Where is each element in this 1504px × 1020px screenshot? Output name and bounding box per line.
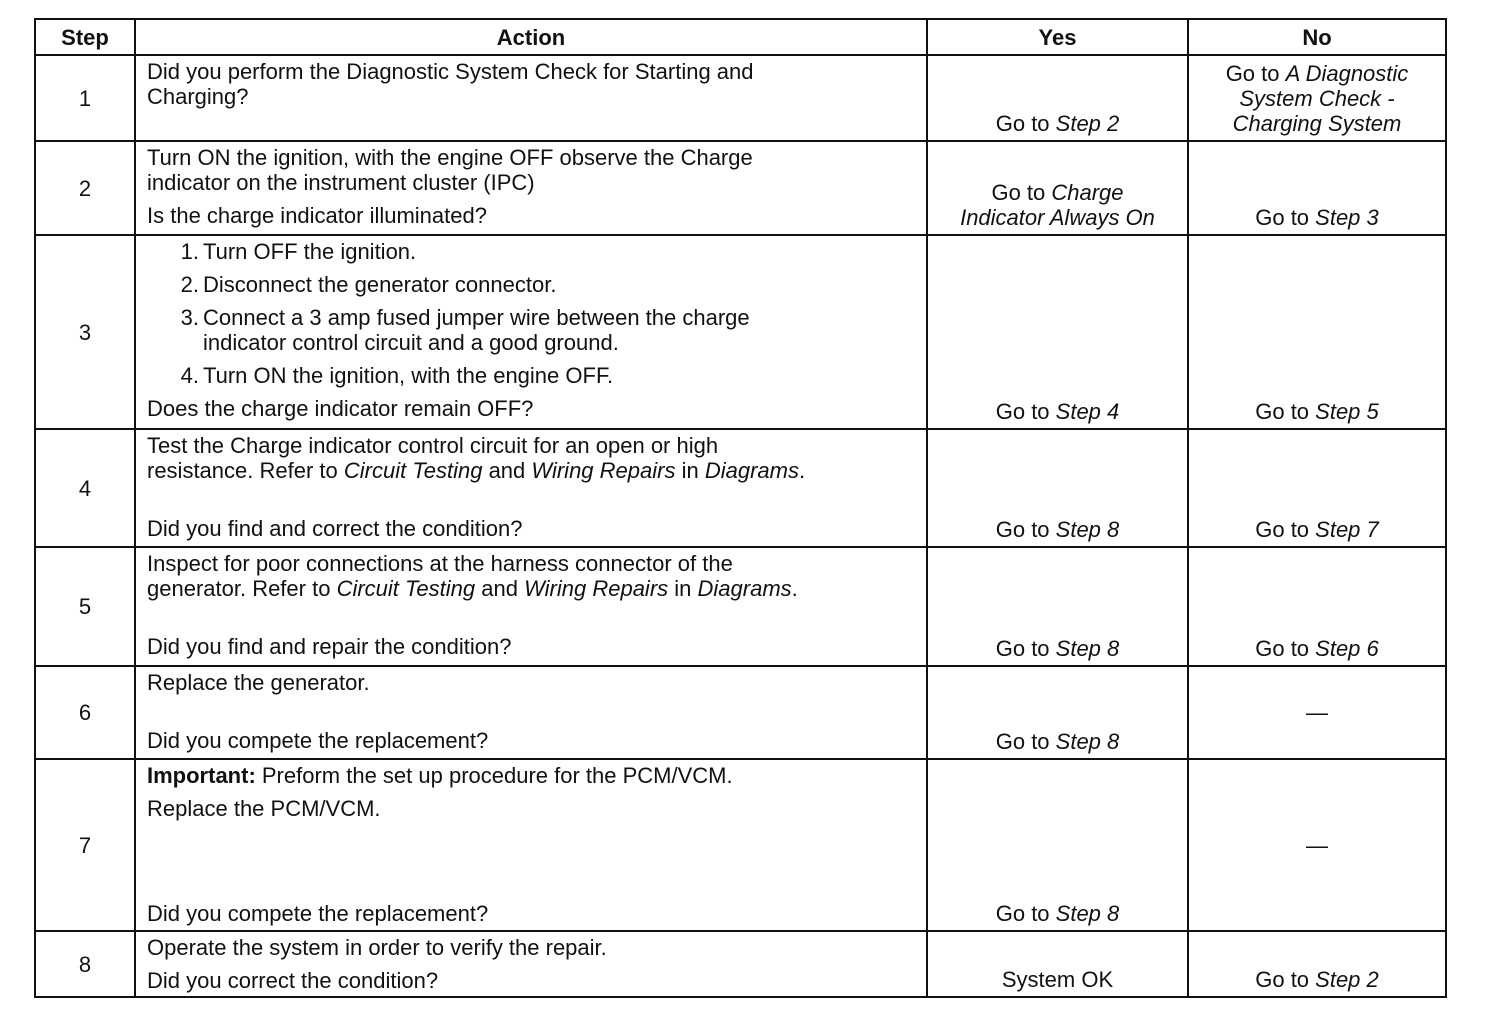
action-cell — [135, 759, 927, 931]
no-prefix: Go to — [1225, 61, 1286, 86]
yes-prefix: Go to — [995, 399, 1056, 424]
no-link[interactable]: Step 2 — [1315, 967, 1379, 992]
list-item: 3. Connect a 3 amp fused jumper wire between the charge indicator control circuit and a good ground. — [180, 305, 750, 355]
yes-link[interactable]: Step 8 — [1055, 729, 1120, 754]
reference-link[interactable]: Circuit Testing — [336, 576, 476, 601]
yes-link[interactable]: Step 2 — [1055, 111, 1120, 136]
action-text: Test the Charge indicator control circuit for an open or high — [147, 433, 719, 458]
reference-link[interactable]: Diagrams — [704, 458, 799, 483]
table-row — [35, 759, 1446, 931]
reference-link[interactable]: Wiring Repairs — [524, 576, 669, 601]
question-text: Did you compete the replacement? — [147, 901, 489, 926]
yes-prefix: Go to — [991, 180, 1052, 205]
no-prefix: Go to — [1255, 967, 1316, 992]
list-item: 1. Turn OFF the ignition. — [180, 239, 417, 264]
header-row — [35, 19, 1446, 55]
no-link[interactable]: Step 7 — [1315, 517, 1379, 542]
no-link[interactable]: System Check - — [1239, 86, 1395, 111]
yes-link[interactable]: Charge — [1051, 180, 1124, 205]
no-prefix: Go to — [1255, 399, 1316, 424]
action-cell — [135, 429, 927, 547]
yes-cell: System OK — [927, 931, 1188, 997]
step-number: 1 — [35, 55, 135, 141]
header-action: Action — [135, 19, 927, 55]
yes-cell — [927, 547, 1188, 666]
no-prefix: Go to — [1255, 517, 1316, 542]
question-text: Did you correct the condition? — [147, 968, 439, 993]
yes-prefix: Go to — [995, 901, 1056, 926]
action-text: indicator on the instrument cluster (IPC) — [147, 170, 535, 195]
diagnostic-table — [34, 18, 1447, 998]
no-link[interactable]: Step 3 — [1315, 205, 1379, 230]
step-number: 6 — [35, 666, 135, 759]
action-text: resistance. Refer to Circuit Testing and Wiring Repairs in Diagrams. — [147, 458, 806, 483]
action-text: generator. Refer to Circuit Testing and Wiring Repairs in Diagrams. — [147, 576, 798, 601]
no-cell — [1188, 141, 1446, 235]
no-link[interactable]: A Diagnostic — [1285, 61, 1409, 86]
yes-link[interactable]: Step 4 — [1055, 399, 1120, 424]
action-cell — [135, 55, 927, 141]
step-number: 4 — [35, 429, 135, 547]
no-link[interactable]: Step 6 — [1315, 636, 1379, 661]
table-row — [35, 429, 1446, 547]
table-row — [35, 547, 1446, 666]
table-row — [35, 141, 1446, 235]
no-link[interactable]: Step 5 — [1315, 399, 1379, 424]
header-step: Step — [35, 19, 135, 55]
action-text: Turn ON the ignition, with the engine OFF observe the Charge — [147, 145, 753, 170]
dash-text: — — [1306, 832, 1328, 858]
list-item: 4. Turn ON the ignition, with the engine OFF. — [180, 363, 614, 388]
action-cell — [135, 141, 927, 235]
important-label: Important: — [147, 763, 256, 788]
yes-cell — [927, 429, 1188, 547]
action-text: Inspect for poor connections at the harness connector of the — [147, 551, 733, 576]
yes-cell — [927, 759, 1188, 931]
yes-link[interactable]: Step 8 — [1055, 636, 1120, 661]
reference-link[interactable]: Wiring Repairs — [531, 458, 676, 483]
step-number: 8 — [35, 931, 135, 997]
no-cell — [1188, 235, 1446, 429]
action-cell — [135, 547, 927, 666]
no-cell — [1188, 931, 1446, 997]
header-yes: Yes — [927, 19, 1188, 55]
action-text: Did you perform the Diagnostic System Check for Starting and — [147, 59, 754, 84]
yes-prefix: Go to — [995, 636, 1056, 661]
table-row — [35, 666, 1446, 759]
table-row — [35, 55, 1446, 141]
yes-cell — [927, 55, 1188, 141]
step-number: 5 — [35, 547, 135, 666]
yes-cell — [927, 235, 1188, 429]
no-cell — [1188, 547, 1446, 666]
table-row — [35, 931, 1446, 997]
step-number: 7 — [35, 759, 135, 931]
question-text: Does the charge indicator remain OFF? — [147, 396, 534, 421]
yes-cell — [927, 141, 1188, 235]
yes-cell — [927, 666, 1188, 759]
question-text: Is the charge indicator illuminated? — [147, 203, 487, 228]
header-no: No — [1188, 19, 1446, 55]
yes-prefix: Go to — [995, 517, 1056, 542]
procedure-list — [147, 239, 916, 388]
no-cell — [1188, 55, 1446, 141]
step-number: 3 — [35, 235, 135, 429]
table-row — [35, 235, 1446, 429]
action-cell — [135, 235, 927, 429]
yes-link[interactable]: Indicator Always On — [960, 205, 1155, 230]
action-text: Replace the PCM/VCM. — [147, 796, 381, 821]
no-cell — [1188, 759, 1446, 931]
important-note: Important: Preform the set up procedure for the PCM/VCM. — [147, 763, 733, 788]
yes-prefix: Go to — [995, 729, 1056, 754]
no-cell — [1188, 429, 1446, 547]
dash-text: — — [1306, 700, 1328, 725]
yes-link[interactable]: Step 8 — [1055, 517, 1120, 542]
yes-prefix: Go to — [995, 111, 1056, 136]
action-cell — [135, 666, 927, 759]
reference-link[interactable]: Circuit Testing — [343, 458, 483, 483]
step-number: 2 — [35, 141, 135, 235]
question-text: Did you compete the replacement? — [147, 728, 489, 753]
action-text: Operate the system in order to verify the repair. — [147, 935, 607, 960]
action-text: Replace the generator. — [147, 670, 370, 695]
question-text: Did you find and repair the condition? — [147, 634, 512, 659]
no-cell — [1188, 666, 1446, 759]
question-text: Did you find and correct the condition? — [147, 516, 523, 541]
no-link[interactable]: Charging System — [1232, 111, 1402, 136]
action-text: Charging? — [147, 84, 249, 109]
no-prefix: Go to — [1255, 205, 1316, 230]
action-cell — [135, 931, 927, 997]
list-item: 2. Disconnect the generator connector. — [180, 272, 557, 297]
reference-link[interactable]: Diagrams — [697, 576, 792, 601]
yes-link[interactable]: Step 8 — [1055, 901, 1120, 926]
no-prefix: Go to — [1255, 636, 1316, 661]
